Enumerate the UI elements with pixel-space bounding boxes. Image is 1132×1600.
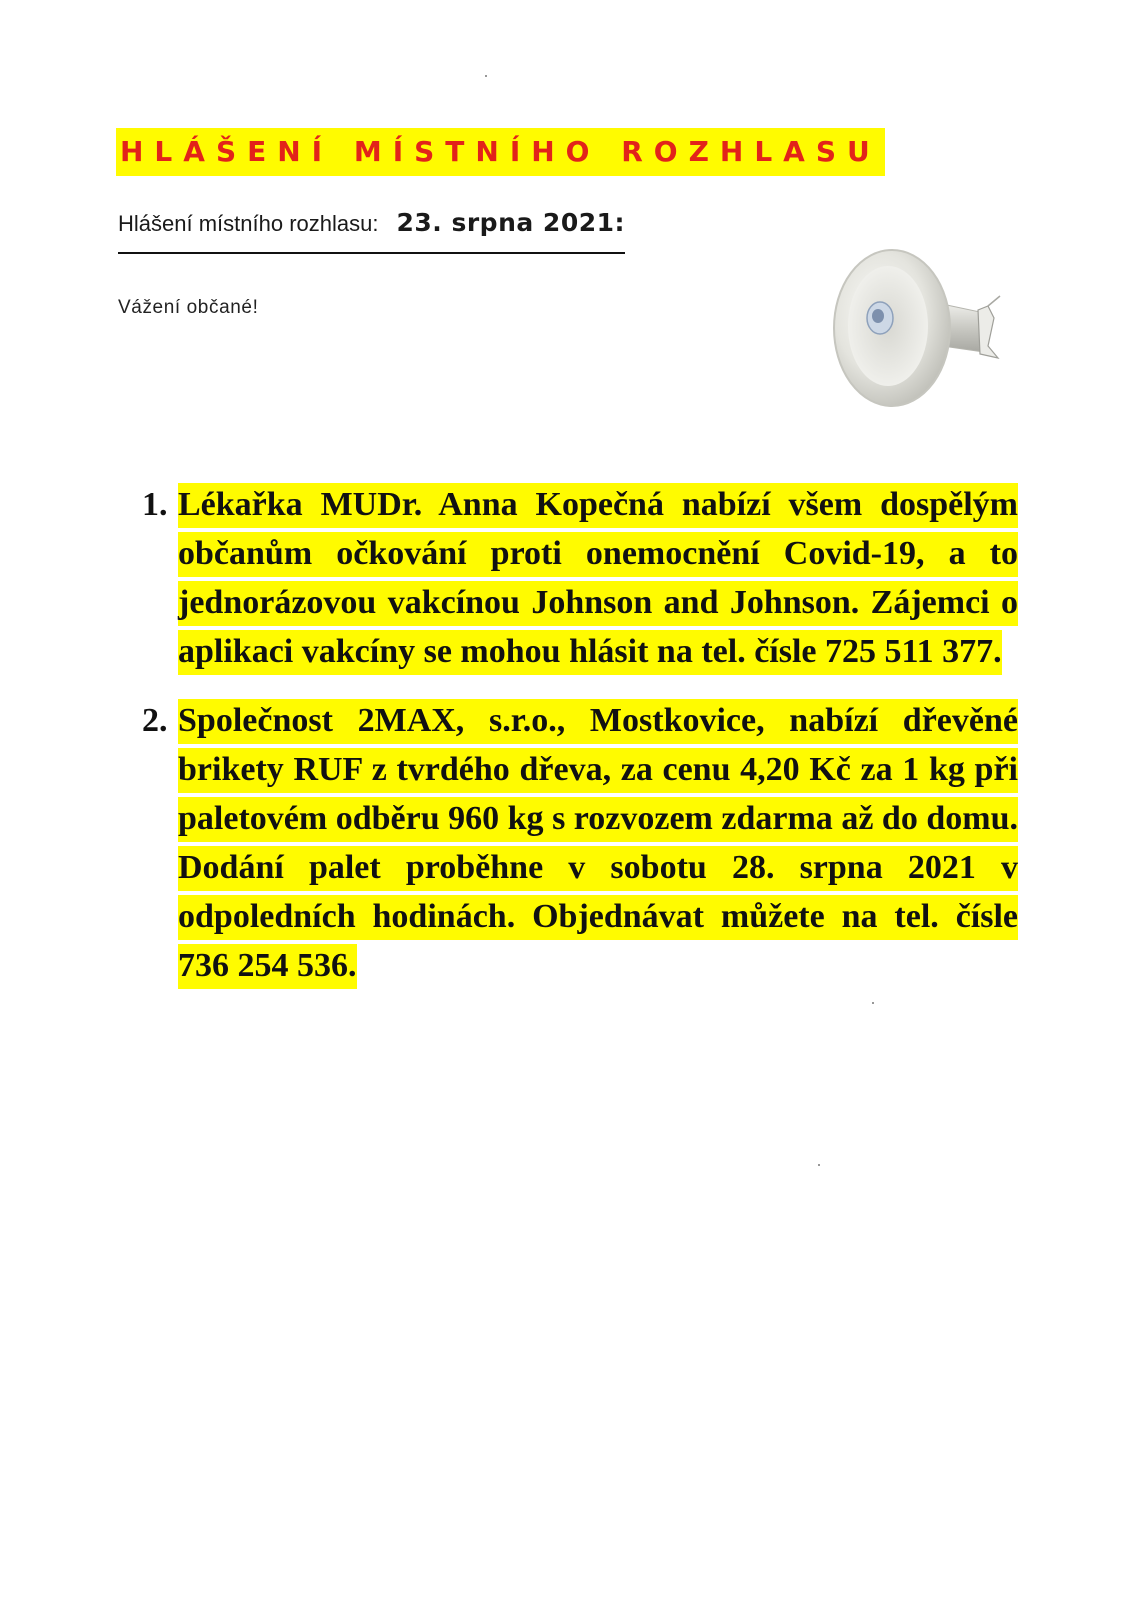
announcement-text-highlight: Společnost 2MAX, s.r.o., Mostkovice, nabízí dřevěné brikety RUF z tvrdého dřeva, za cenu 4,20 Kč za 1 kg při paletovém odběru 960 kg s rozvozem zdarma až do domu. Dodání palet proběhne v sobotu 28. srpna 2021 v odpoledních hodinách. Objednávat můžete na tel. čísle 736 254 536.: [178, 699, 1018, 989]
scan-speck: [872, 1002, 874, 1004]
announcement-list: [142, 480, 1018, 1010]
scan-speck: [485, 75, 487, 77]
scan-speck: [818, 1164, 820, 1166]
subheading-label: Hlášení místního rozhlasu:: [118, 211, 379, 236]
megaphone-icon: [830, 246, 1010, 424]
subheading-date: 23. srpna 2021:: [396, 208, 626, 237]
subheading: [118, 208, 625, 254]
announcement-item: [142, 480, 1018, 676]
announcement-text: [178, 480, 1018, 676]
announcement-text: [178, 696, 1018, 990]
announcement-text-highlight: Lékařka MUDr. Anna Kopečná nabízí všem dospělým občanům očkování proti onemocnění Covid-19, a to jednorázovou vakcínou Johnson and Johnson. Zájemci o aplikaci vakcíny se mohou hlásit na tel. čísle 725 511 377.: [178, 483, 1018, 675]
announcement-number: 2.: [142, 702, 168, 739]
page-title: HLÁŠENÍ MÍSTNÍHO ROZHLASU: [116, 128, 885, 176]
announcement-item: [142, 696, 1018, 990]
announcement-number: 1.: [142, 486, 168, 523]
greeting: Vážení občané!: [118, 297, 259, 318]
